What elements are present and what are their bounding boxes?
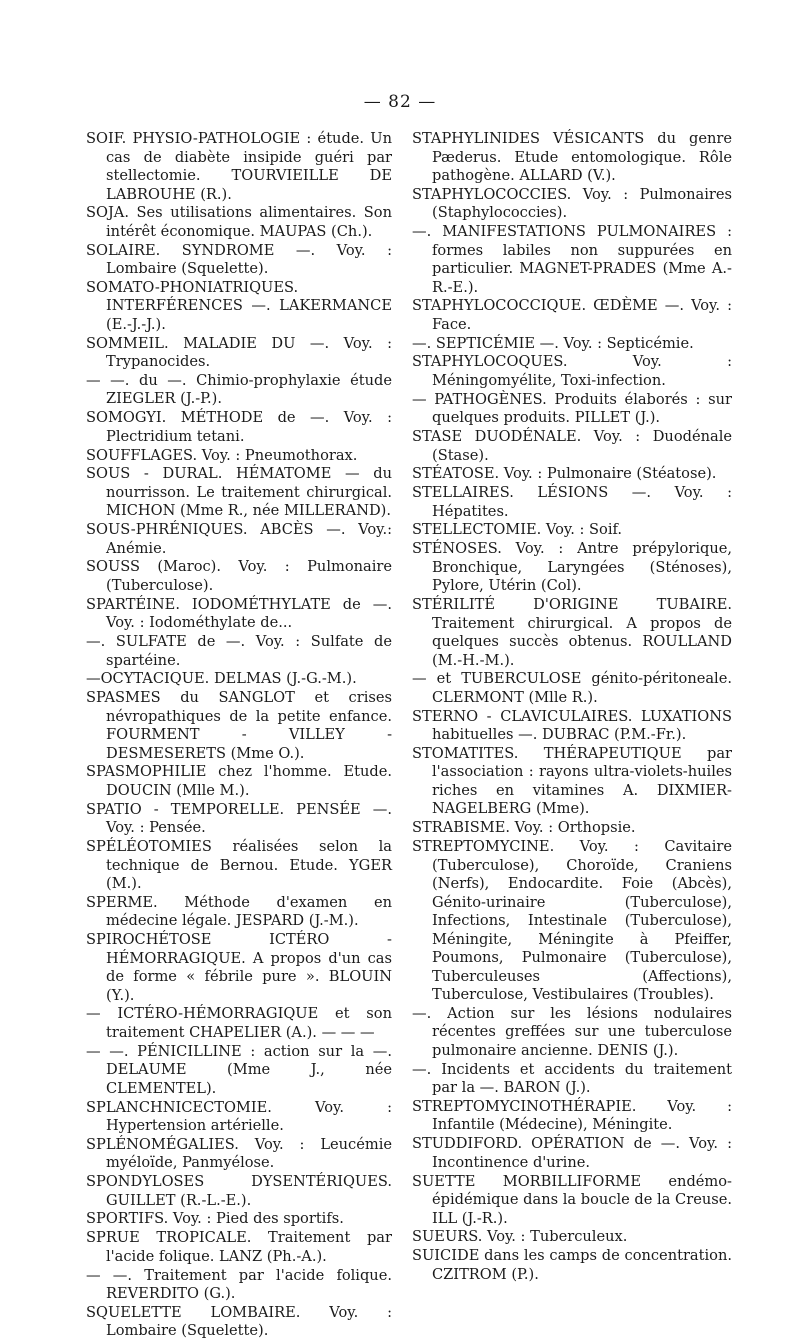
index-entry: SPRUE TROPICALE. Traitement par l'acide folique. LANZ (Ph.-A.).	[86, 1229, 392, 1265]
index-entry: SPASMES du SANGLOT et crises névropathiques de la petite enfance. FOURMENT - VILLEY - DESMESERETS (Mme O.).	[86, 689, 392, 762]
index-entry: SPORTIFS. Voy. : Pied des sportifs.	[86, 1210, 344, 1228]
index-entry: SPLÉNOMÉGALIES. Voy. : Leucémie myéloïde, Panmyélose.	[86, 1135, 392, 1172]
index-entry: —. SULFATE de —. Voy. : Sulfate de spartéine.	[86, 633, 392, 669]
index-entry: SOMMEIL. MALADIE DU —. Voy. : Trypanocides.	[86, 334, 392, 371]
index-entry: — —. Traitement par l'acide folique. REVERDITO (G.).	[86, 1266, 392, 1303]
index-entry: STUDDIFORD. OPÉRATION de —. Voy. : Incontinence d'urine.	[412, 1135, 732, 1171]
index-entry: SOUSS (Maroc). Voy. : Pulmonaire (Tuberculose).	[86, 558, 392, 594]
index-entry: SOMOGYI. MÉTHODE de —. Voy. : Plectridium tetani.	[86, 409, 392, 445]
index-entry: —. Incidents et accidents du traitement par la —. BARON (J.).	[412, 1060, 732, 1097]
index-entry: STÉRILITÉ D'ORIGINE TUBAIRE. Traitement chirurgical. A propos de quelques succès obtenus. ROULLAND (M.-H.-M.).	[412, 596, 732, 669]
index-entry: SPLANCHNICECTOMIE. Voy. : Hypertension artérielle.	[86, 1098, 392, 1135]
left-column	[86, 130, 392, 1341]
index-entry: STERNO - CLAVICULAIRES. LUXATIONS habituelles —. DUBRAC (P.M.-Fr.).	[412, 707, 732, 744]
index-entry: SOIF. PHYSIO-PATHOLOGIE : étude. Un cas de diabète insipide guéri par stellectomie. TOURVIEILLE DE LABROUHE (R.).	[86, 130, 392, 203]
index-entry: STOMATITES. THÉRAPEUTIQUE par l'association : rayons ultra-violets-huiles riches en vitamines A. DIXMIER-NAGELBERG (Mme).	[412, 744, 732, 818]
index-entry: STELLECTOMIE. Voy. : Soif.	[412, 521, 623, 539]
index-entry: SPÉLÉOTOMIES réalisées selon la technique de Bernou. Etude. YGER (M.).	[86, 838, 392, 893]
index-entry: — ICTÉRO-HÉMORRAGIQUE et son traitement CHAPELIER (A.). — — —	[86, 1005, 392, 1041]
index-entry: STAPHYLINIDES VÉSICANTS du genre Pæderus. Etude entomologique. Rôle pathogène. ALLARD (V.).	[412, 130, 732, 184]
index-entry: STREPTOMYCINE. Voy. : Cavitaire (Tuberculose), Choroïde, Craniens (Nerfs), Endocardite. Foie (Abcès), Génito-urinaire (Tuberculose), Infections, Intestinale (Tuberculose), Méningite, Méningite à Pfeiffer, Poumons, Pulmonaire (Tuberculose), Tuberculeuses (Affections), Tuberculose, Vestibulaires (Troubles).	[412, 838, 732, 1004]
index-entry: SOJA. Ses utilisations alimentaires. Son intérêt économique. MAUPAS (Ch.).	[86, 204, 392, 240]
index-entry: SPATIO - TEMPORELLE. PENSÉE —. Voy. : Pensée.	[86, 800, 392, 837]
index-entry: —. MANIFESTATIONS PULMONAIRES : formes labiles non suppurées en particulier. MAGNET-PRADES (Mme A.-R.-E.).	[412, 223, 732, 296]
index-entry: STELLAIRES. LÉSIONS —. Voy. : Hépatites.	[412, 484, 732, 520]
index-entry: SOMATO-PHONIATRIQUES. INTERFÉRENCES —. LAKERMANCE (E.-J.-J.).	[86, 278, 392, 333]
index-entry: SUETTE MORBILLIFORME endémo-épidémique dans la boucle de la Creuse. ILL (J.-R.).	[412, 1172, 732, 1227]
index-entry: SPERME. Méthode d'examen en médecine légale. JESPARD (J.-M.).	[86, 893, 392, 930]
index-entry: —OCYTACIQUE. DELMAS (J.-G.-M.).	[86, 670, 357, 688]
index-entry: SPARTÉINE. IODOMÉTHYLATE de —. Voy. : Iodométhylate de...	[86, 595, 392, 632]
right-column	[412, 130, 732, 1284]
index-entry: SQUELETTE LOMBAIRE. Voy. : Lombaire (Squelette).	[86, 1303, 392, 1340]
index-entry: STAPHYLOCOQUES. Voy. : Méningomyélite, Toxi-infection.	[412, 353, 732, 389]
index-entry: STAPHYLOCOCCIES. Voy. : Pulmonaires (Staphylococcies).	[412, 185, 732, 222]
index-entry: SOUS-PHRÉNIQUES. ABCÈS —. Voy.: Anémie.	[86, 521, 392, 557]
index-entry: STREPTOMYCINOTHÉRAPIE. Voy. : Infantile (Médecine), Méningite.	[412, 1097, 732, 1134]
index-entry: SUEURS. Voy. : Tuberculeux.	[412, 1228, 628, 1246]
index-entry: STASE DUODÉNALE. Voy. : Duodénale (Stase).	[412, 428, 732, 464]
index-entry: —. Action sur les lésions nodulaires récentes greffées sur une tuberculose pulmonaire ancienne. DENIS (J.).	[412, 1004, 732, 1059]
page-number: — 82 —	[363, 92, 437, 112]
index-entry: SOUFFLAGES. Voy. : Pneumothorax.	[86, 446, 358, 464]
index-entry: — PATHOGÈNES. Produits élaborés : sur quelques produits. PILLET (J.).	[412, 390, 732, 427]
index-entry: STÉNOSES. Voy. : Antre prépylorique, Bronchique, Laryngées (Sténoses), Pylore, Utérin (Col).	[412, 540, 732, 595]
index-entry: — et TUBERCULOSE génito-péritoneale. CLERMONT (Mlle R.).	[412, 670, 732, 706]
index-entry: SOLAIRE. SYNDROME —. Voy. : Lombaire (Squelette).	[86, 241, 392, 278]
index-entry: SPIROCHÉTOSE ICTÉRO - HÉMORRAGIQUE. A propos d'un cas de forme « fébrile pure ». BLOUIN (Y.).	[86, 931, 392, 1004]
index-entry: SPASMOPHILIE chez l'homme. Etude. DOUCIN (Mlle M.).	[86, 763, 392, 799]
index-entry: STÉATOSE. Voy. : Pulmonaire (Stéatose).	[412, 465, 717, 483]
index-entry: — —. PÉNICILLINE : action sur la —. DELAUME (Mme J., née CLEMENTEL).	[86, 1042, 392, 1097]
index-entry: SUICIDE dans les camps de concentration. CZITROM (P.).	[412, 1247, 732, 1283]
index-entry: STRABISME. Voy. : Orthopsie.	[412, 819, 636, 837]
index-entry: SPONDYLOSES DYSENTÉRIQUES. GUILLET (R.-L.-E.).	[86, 1173, 392, 1209]
index-entry: STAPHYLOCOCCIQUE. ŒDÈME —. Voy. : Face.	[412, 297, 732, 333]
index-entry: — —. du —. Chimio-prophylaxie étude ZIEGLER (J.-P.).	[86, 371, 392, 408]
index-entry: SOUS - DURAL. HÉMATOME — du nourrisson. Le traitement chirurgical. MICHON (Mme R., née MILLERAND).	[86, 465, 392, 520]
index-entry: —. SEPTICÉMIE —. Voy. : Septicémie.	[412, 334, 694, 352]
